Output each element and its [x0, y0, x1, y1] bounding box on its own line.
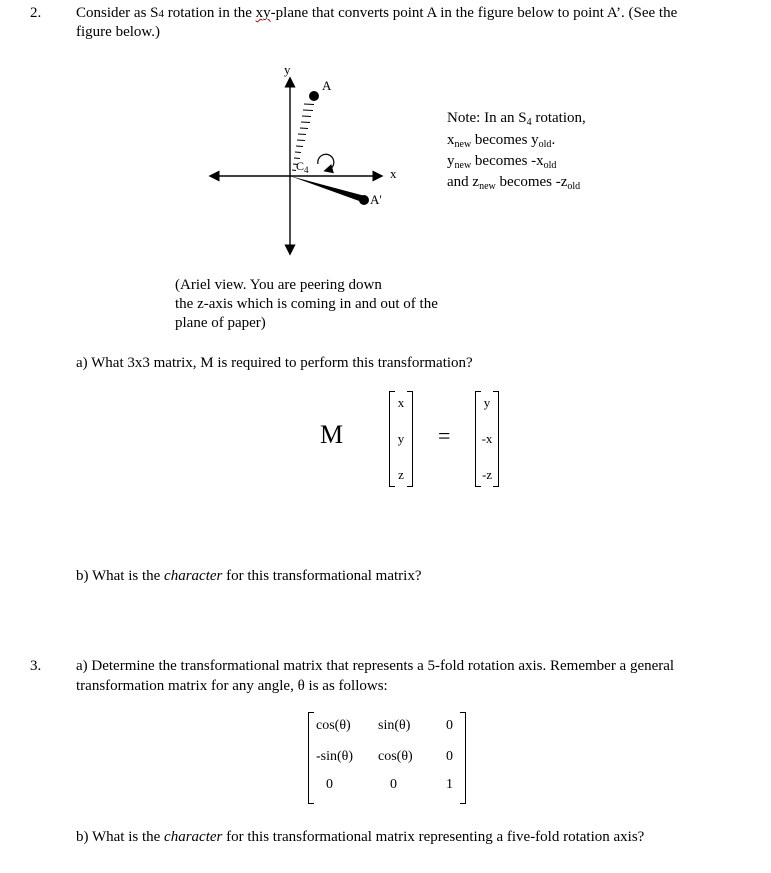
gm-r2c2: 1	[446, 777, 453, 792]
lhs-z: z	[398, 467, 404, 482]
lhs-vector	[389, 391, 413, 487]
c-sub: 4	[304, 165, 309, 175]
c-label: C	[296, 159, 305, 173]
note-l4-mid: becomes -z	[495, 174, 568, 190]
q2-line1-mid: rotation in the	[164, 5, 256, 21]
note-l3-b-sub: old	[543, 160, 557, 171]
rotation-arrow-icon	[318, 154, 334, 170]
question-2-line-1	[76, 4, 677, 24]
note-l3-a: y	[447, 153, 455, 169]
note-l2-b-sub: old	[538, 139, 552, 150]
q2-part-b-post: for this transformational matrix?	[222, 568, 422, 584]
rhs-neg-z: -z	[481, 467, 493, 482]
note-l2-mid: becomes y	[471, 132, 539, 148]
gm-right-bracket	[460, 712, 466, 804]
gm-r2c0: 0	[326, 777, 333, 792]
point-a	[309, 91, 319, 101]
gm-r0c2: 0	[446, 718, 453, 733]
question-3-line-2: transformation matrix for any angle, θ is as follows:	[76, 678, 388, 694]
note-l3-a-sub: new	[454, 160, 472, 171]
note-line-3	[447, 152, 556, 171]
gm-r1c0: -sin(θ)	[316, 749, 354, 764]
a-prime-label: A'	[370, 192, 382, 207]
question-2-line-2: figure below.)	[76, 24, 160, 40]
q3-part-b-post: for this transformational matrix representing a five-fold rotation axis?	[222, 829, 645, 845]
q3-part-b	[76, 828, 644, 847]
note-line-4	[447, 173, 580, 192]
rhs-neg-x: -x	[481, 431, 493, 446]
q3-part-b-em: character	[164, 829, 223, 845]
note-l1-sub: 4	[526, 117, 532, 128]
gm-r0c1: sin(θ)	[378, 718, 411, 733]
gm-r1c2: 0	[446, 749, 453, 764]
q2-line1-xy: xy	[255, 5, 271, 21]
rhs-vector	[475, 391, 499, 487]
note-l4-a: and z	[447, 174, 480, 190]
q3-part-b-pre: b) What is the	[76, 829, 165, 845]
y-axis-label: y	[284, 62, 291, 77]
gm-r0c0: cos(θ)	[316, 718, 351, 733]
caption-line-1: (Ariel view. You are peering down	[175, 277, 382, 293]
note-l2-a-sub: new	[454, 139, 472, 150]
q2-part-b	[76, 567, 421, 586]
note-l4-b-sub: old	[567, 181, 581, 192]
question-2-number: 2.	[30, 5, 42, 21]
q2-part-b-pre: b) What is the	[76, 568, 165, 584]
caption-line-2: the z-axis which is coming in and out of the	[175, 296, 438, 312]
a-label: A	[322, 78, 332, 93]
wedge-bond-to-a-prime	[290, 176, 365, 202]
matrix-m-symbol: M	[320, 420, 344, 449]
caption-line-3: plane of paper)	[175, 315, 266, 331]
gm-r1c1: cos(θ)	[378, 749, 413, 764]
lhs-y: y	[397, 431, 405, 446]
gm-left-bracket	[308, 712, 314, 804]
note-line-1	[447, 109, 586, 128]
rotation-figure	[200, 60, 430, 260]
note-l2-end: .	[551, 132, 556, 148]
q2-line1-post: -plane that converts point A in the figure below to point A’. (See the	[270, 5, 678, 21]
q2-part-a: a) What 3x3 matrix, M is required to perform this transformation?	[76, 355, 473, 371]
point-a-prime	[359, 195, 369, 205]
equals-sign: =	[438, 423, 451, 448]
note-l3-mid: becomes -x	[471, 153, 544, 169]
q2-line1-pre: Consider as S	[76, 5, 159, 21]
lhs-x: x	[397, 395, 405, 410]
note-l1-pre: Note: In an S	[447, 110, 527, 126]
question-3-line-1: a) Determine the transformational matrix that represents a 5-fold rotation axis. Remember a general	[76, 658, 675, 674]
note-line-2	[447, 131, 555, 150]
c4-label	[296, 159, 309, 175]
q2-part-b-em: character	[164, 568, 223, 584]
general-rotation-matrix	[308, 712, 466, 804]
gm-r2c1: 0	[390, 777, 397, 792]
note-l4-a-sub: new	[479, 181, 496, 192]
q2-line1-sub: 4	[158, 8, 164, 20]
note-l2-a: x	[447, 132, 455, 148]
rhs-y: y	[483, 395, 491, 410]
x-axis-label: x	[390, 166, 397, 181]
question-3-number: 3.	[30, 658, 42, 674]
note-l1-post: rotation,	[531, 110, 586, 126]
